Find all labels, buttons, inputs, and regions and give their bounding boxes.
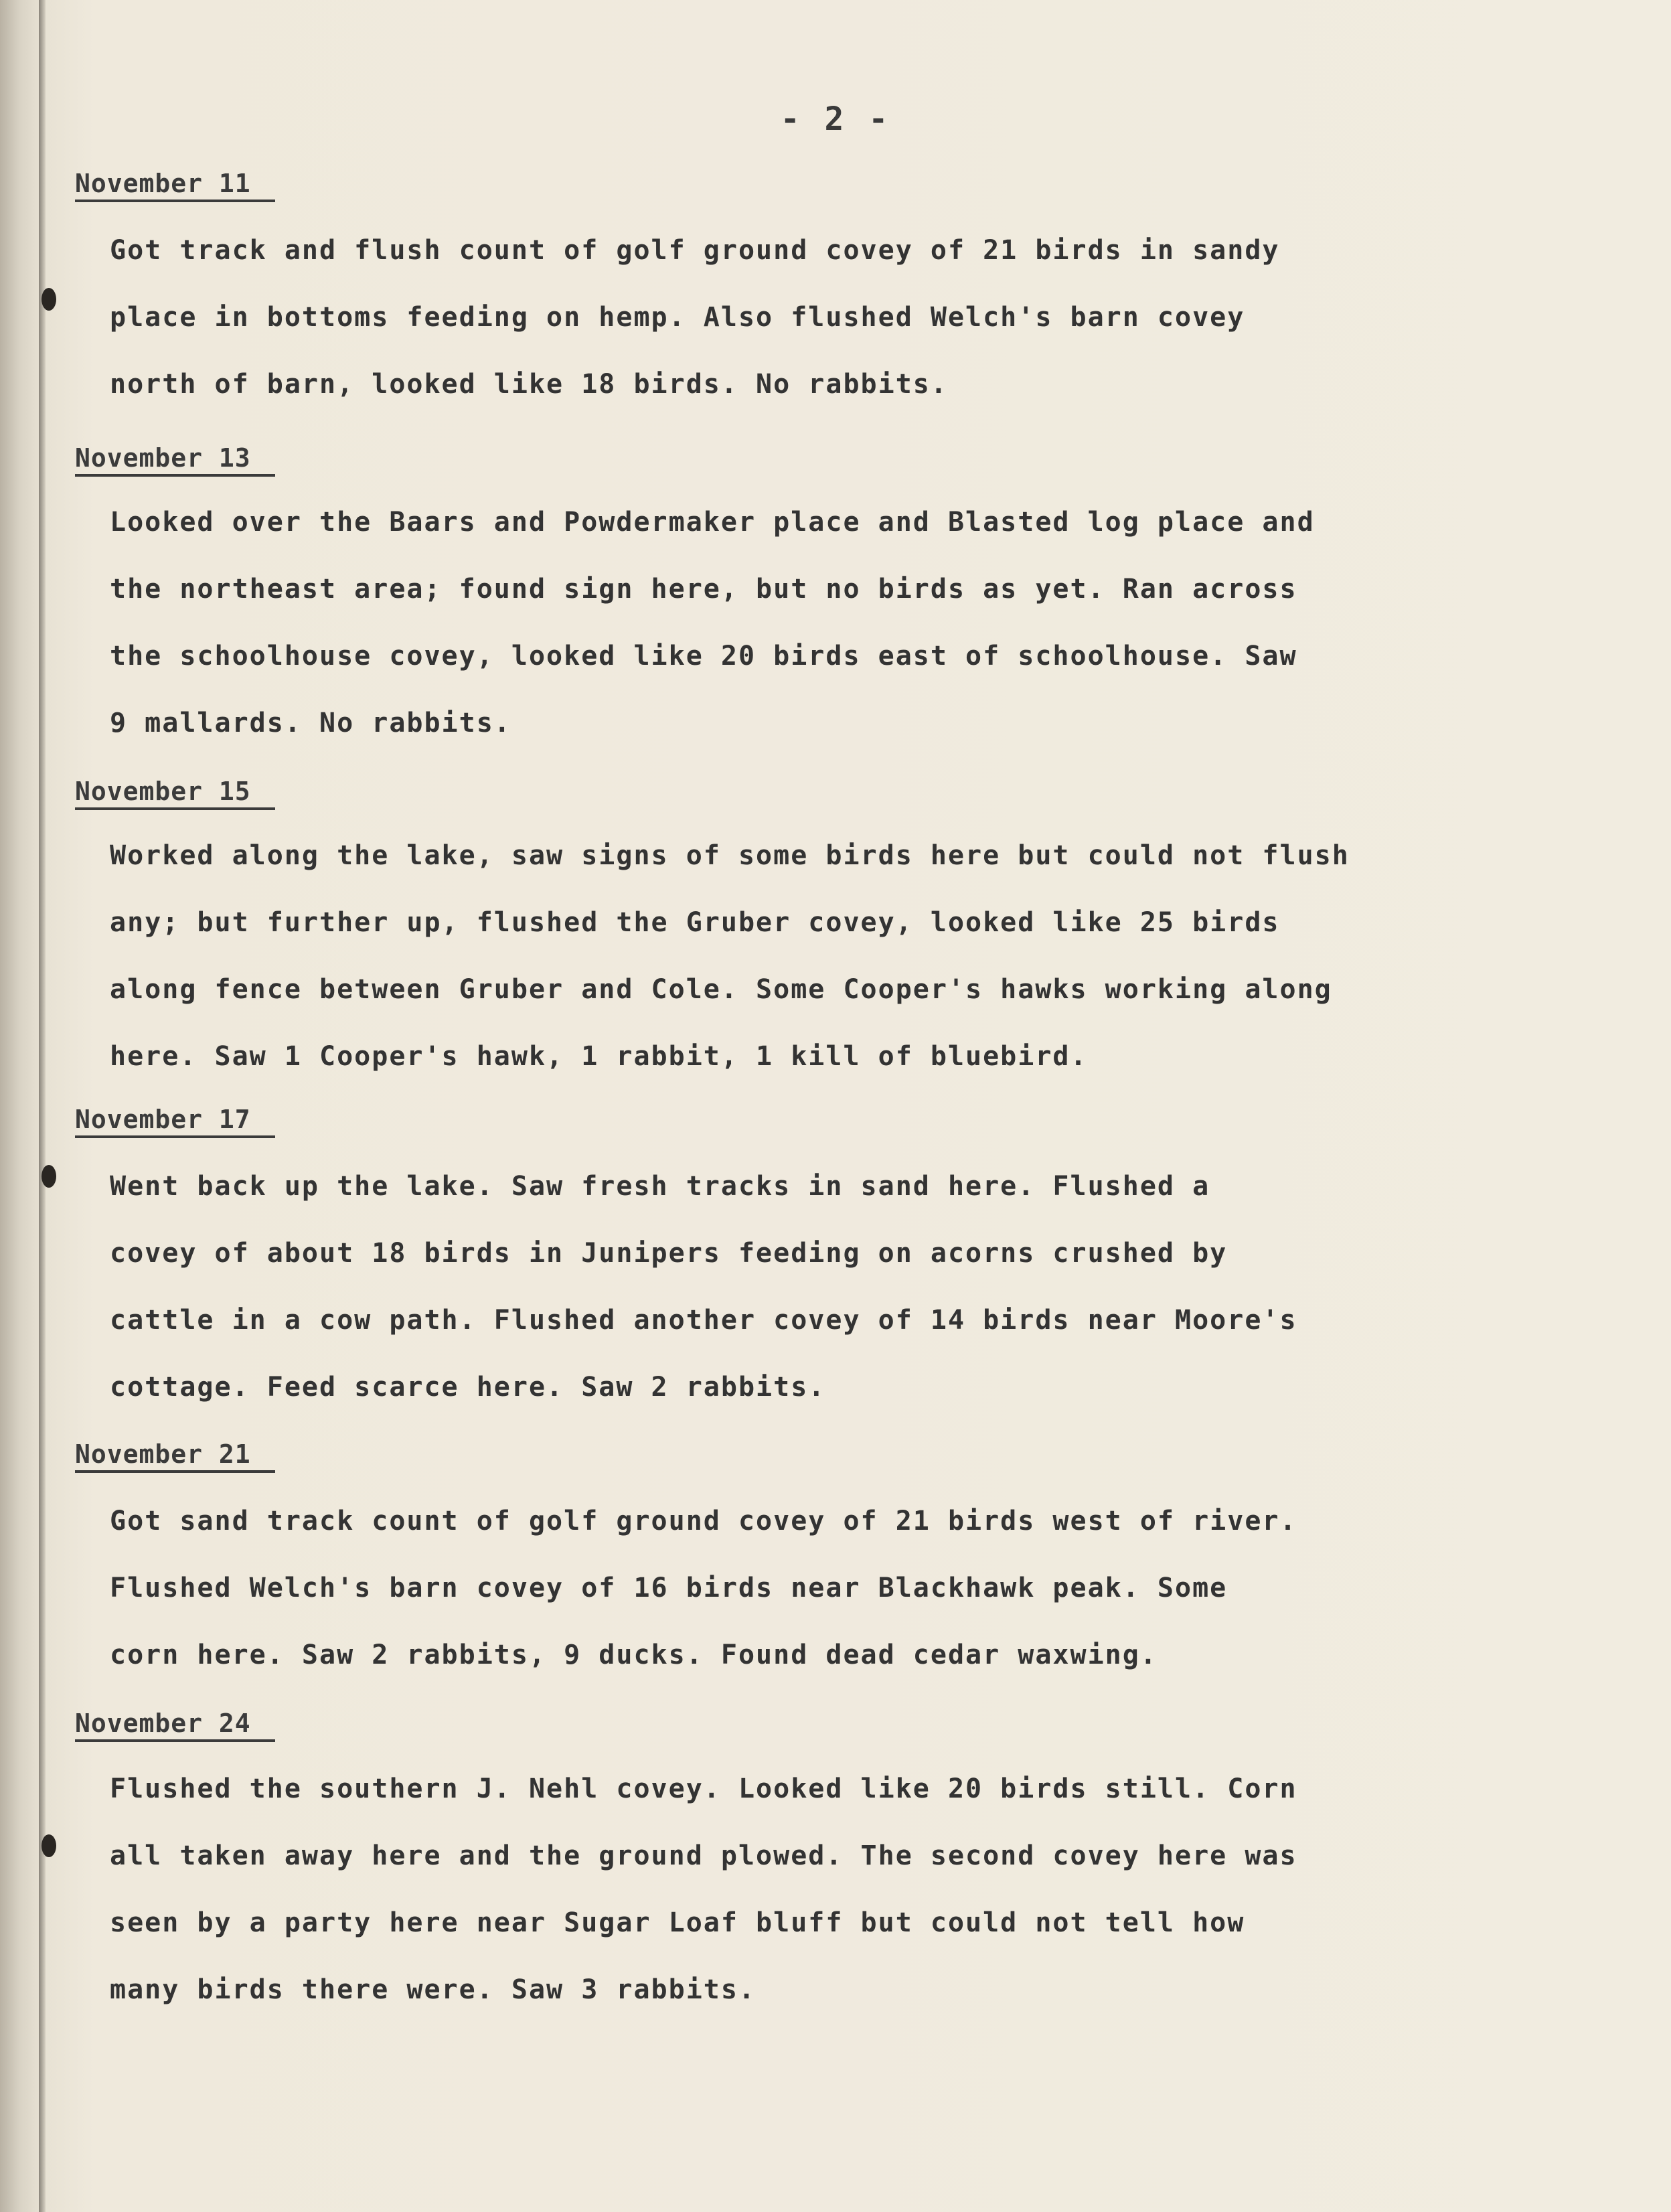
binding-edge	[39, 0, 46, 2212]
entry-line: many birds there were. Saw 3 rabbits.	[110, 1974, 757, 2005]
binder-hole	[42, 288, 56, 311]
entry-line: all taken away here and the ground plowed. The second covey here was	[110, 1840, 1297, 1871]
page-number: - 2 -	[780, 100, 891, 138]
entry-date: November 21	[75, 1439, 275, 1473]
entry-line: Looked over the Baars and Powdermaker place and Blasted log place and	[110, 507, 1315, 538]
entry-text	[110, 1488, 1583, 1688]
entry-text	[110, 217, 1583, 418]
entry-line: Got track and flush count of golf ground covey of 21 birds in sandy	[110, 235, 1280, 266]
entry-line: here. Saw 1 Cooper's hawk, 1 rabbit, 1 kill of bluebird.	[110, 1041, 1088, 1072]
entry-line: along fence between Gruber and Cole. Some Cooper's hawks working along	[110, 974, 1332, 1005]
binder-hole	[42, 1834, 56, 1857]
binder-hole	[42, 1165, 56, 1188]
entry-line: cottage. Feed scarce here. Saw 2 rabbits.	[110, 1372, 826, 1403]
entry-text	[110, 489, 1583, 757]
entry-line: place in bottoms feeding on hemp. Also flushed Welch's barn covey	[110, 302, 1245, 333]
entry-line: 9 mallards. No rabbits.	[110, 708, 511, 738]
entry-date: November 13	[75, 443, 275, 477]
entry-date: November 17	[75, 1105, 275, 1138]
entry-line: Worked along the lake, saw signs of some birds here but could not flush	[110, 840, 1350, 871]
entry-date: November 15	[75, 777, 275, 810]
entry-line: Got sand track count of golf ground covey of 21 birds west of river.	[110, 1506, 1297, 1536]
entry-text	[110, 822, 1583, 1090]
entry-line: the northeast area; found sign here, but no birds as yet. Ran across	[110, 574, 1297, 605]
entry-line: Flushed the southern J. Nehl covey. Looked like 20 birds still. Corn	[110, 1773, 1297, 1804]
entry-line: corn here. Saw 2 rabbits, 9 ducks. Found dead cedar waxwing.	[110, 1640, 1158, 1670]
entry-line: the schoolhouse covey, looked like 20 birds east of schoolhouse. Saw	[110, 641, 1297, 672]
entry-date: November 11	[75, 169, 275, 202]
entry-line: cattle in a cow path. Flushed another covey of 14 birds near Moore's	[110, 1305, 1297, 1336]
entry-line: Flushed Welch's barn covey of 16 birds near Blackhawk peak. Some	[110, 1573, 1228, 1603]
entry-line: seen by a party here near Sugar Loaf bluff but could not tell how	[110, 1907, 1245, 1938]
entry-text	[110, 1755, 1583, 2023]
entry-line: any; but further up, flushed the Gruber covey, looked like 25 birds	[110, 907, 1280, 938]
entry-date: November 24	[75, 1709, 275, 1742]
entry-text	[110, 1153, 1583, 1421]
entry-line: Went back up the lake. Saw fresh tracks in sand here. Flushed a	[110, 1171, 1210, 1202]
entry-line: north of barn, looked like 18 birds. No rabbits.	[110, 369, 948, 400]
entry-line: covey of about 18 birds in Junipers feeding on acorns crushed by	[110, 1238, 1228, 1269]
